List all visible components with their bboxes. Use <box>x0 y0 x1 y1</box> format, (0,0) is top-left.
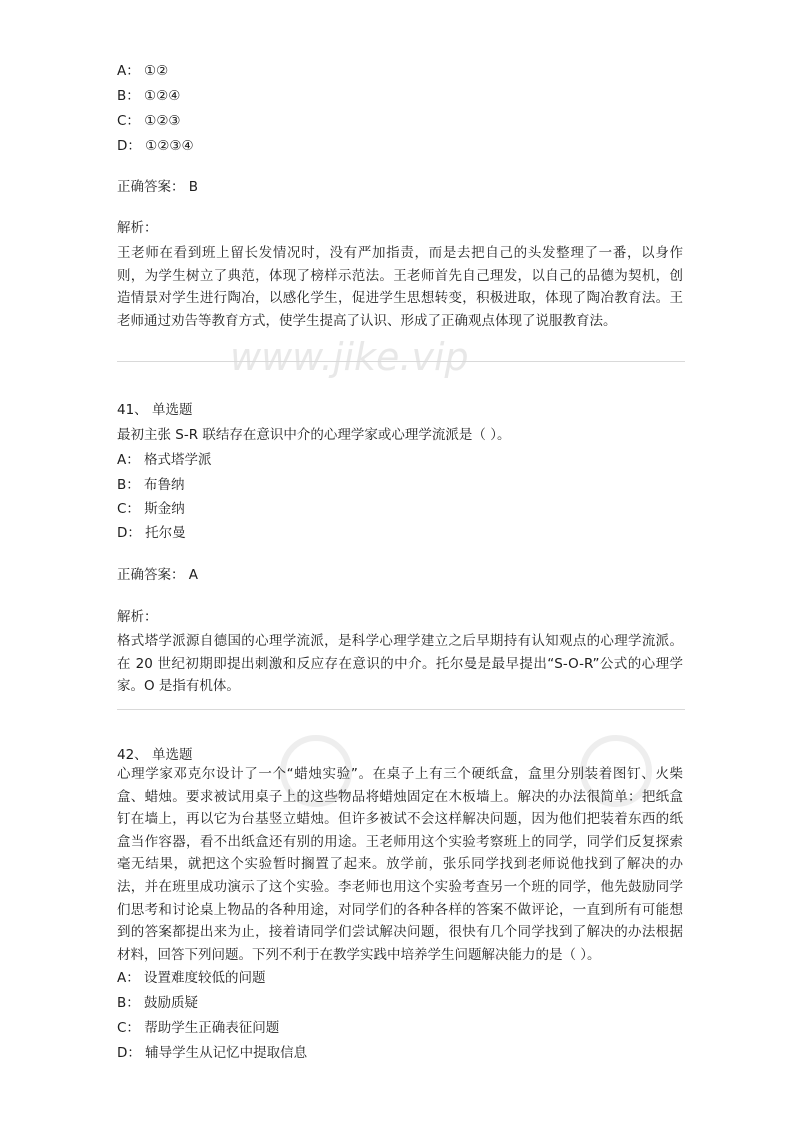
divider <box>117 361 685 362</box>
q40-option-d: D： ①②③④ <box>117 138 194 154</box>
q40-option-a: A： ①② <box>117 63 169 79</box>
q41-option-c: C： 斯金纳 <box>117 501 185 517</box>
q41-analysis-label: 解析： <box>117 609 158 625</box>
q40-option-b: B： ①②④ <box>117 88 181 104</box>
q42-option-c: C： 帮助学生正确表征问题 <box>117 1020 280 1036</box>
divider <box>117 709 685 710</box>
q41-question: 最初主张 S-R 联结存在意识中介的心理学家或心理学流派是（ ）。 <box>117 427 511 443</box>
q41-header: 41、 单选题 <box>117 402 193 418</box>
q41-option-a: A： 格式塔学派 <box>117 452 212 468</box>
q40-analysis: 王老师在看到班上留长发情况时，没有严加指责，而是去把自己的头发整理了一番，以身作则，为学生树立了典范，体现了榜样示范法。王老师首先自己理发，以自己的品德为契机，创造情景对学生进行陶冶，以感化学生，促进学生思想转变，积极进取，体现了陶冶教育法。王老师通过劝告等教育方式，使学生提高了认识、形成了正确观点体现了说服教育法。 <box>117 245 683 329</box>
q42-option-b: B： 鼓励质疑 <box>117 995 199 1011</box>
watermark-text: www.jike.vip <box>230 335 469 379</box>
q42-option-a: A： 设置难度较低的问题 <box>117 970 266 986</box>
q40-analysis-label: 解析： <box>117 220 158 236</box>
q41-analysis: 格式塔学派源自德国的心理学流派，是科学心理学建立之后早期持有认知观点的心理学流派。在 20 世纪初期即提出刺激和反应存在意识的中介。托尔曼是最早提出“S-O-R”公式的心理学家。O 是指有机体。 <box>117 633 683 695</box>
q40-option-c: C： ①②③ <box>117 113 181 129</box>
q41-answer: 正确答案： A <box>117 567 199 583</box>
q41-option-d: D： 托尔曼 <box>117 525 186 541</box>
q40-answer: 正确答案： B <box>117 179 199 195</box>
q42-option-d: D： 辅导学生从记忆中提取信息 <box>117 1045 308 1061</box>
q42-header: 42、 单选题 <box>117 747 193 763</box>
q42-question: 心理学家邓克尔设计了一个“蜡烛实验”。在桌子上有三个硬纸盒，盒里分别装着图钉、火柴盒、蜡烛。要求被试用桌子上的这些物品将蜡烛固定在木板墙上。解决的办法很简单：把纸盒钉在墙上，再以它为台基竖立蜡烛。但许多被试不会这样解决问题，因为他们把装着东西的纸盒当作容器，看不出纸盒还有别的用途。王老师用这个实验考察班上的同学，同学们反复探索毫无结果，就把这个实验暂时搁置了起来。放学前，张乐同学找到老师说他找到了解决的办法，并在班里成功演示了这个实验。李老师也用这个实验考查另一个班的同学，他先鼓励同学们思考和讨论桌上物品的各种用途，对同学们的各种各样的答案不做评论，一直到所有可能想到的答案都提出来为止，接着请同学们尝试解决问题，很快有几个同学找到了解决的办法根据材料，回答下列问题。下列不利于在教学实践中培养学生问题解决能力的是（ ）。 <box>117 766 683 963</box>
q41-option-b: B： 布鲁纳 <box>117 477 185 493</box>
